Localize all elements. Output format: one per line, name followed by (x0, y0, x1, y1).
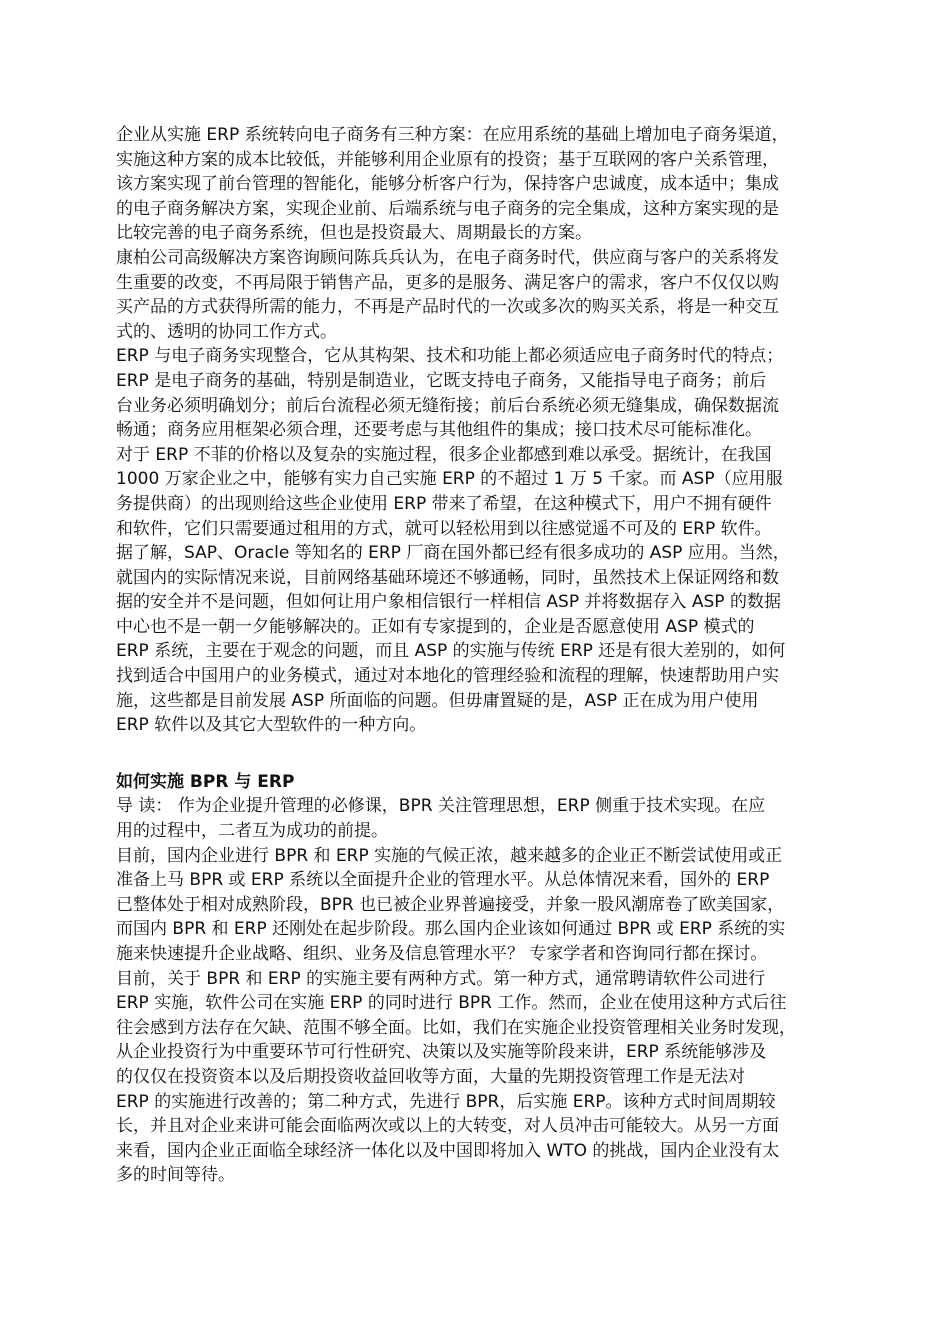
text-line: 长，并且对企业来讲可能会面临两次或以上的大转变，对人员冲击可能较大。从另一方面 (116, 1116, 779, 1137)
text-line: 准备上马 BPR 或 ERP 系统以全面提升企业的管理水平。从总体情况来看，国外的 ERP (116, 870, 770, 891)
text-line: 就国内的实际情况来说，目前网络基础环境还不够通畅，同时，虽然技术上保证网络和数 (116, 567, 779, 588)
text-line: 往会感到方法存在欠缺、范围不够全面。比如，我们在实施企业投资管理相关业务时发现， (116, 1017, 796, 1038)
text-line: 比较完善的电子商务系统，但也是投资最大、周期最长的方案。 (116, 223, 592, 244)
text-line: 和软件，它们只需要通过租用的方式，就可以轻松用到以往感觉遥不可及的 ERP 软件。 (116, 518, 772, 539)
text-line: ERP 与电子商务实现整合，它从其构架、技术和功能上都必须适应电子商务时代的特点； (116, 346, 784, 367)
paragraph (116, 443, 874, 541)
text-line: 而国内 BPR 和 ERP 还刚处在起步阶段。那么国内企业该如何通过 BPR 或 ERP 系统的实 (116, 919, 786, 940)
text-line: 康柏公司高级解决方案咨询顾问陈兵兵认为，在电子商务时代，供应商与客户的关系将发 (116, 247, 779, 268)
text-line: 导 读： 作为企业提升管理的必修课，BPR 关注管理思想，ERP 侧重于技术实现。在应 (116, 796, 766, 817)
text-line: 目前，国内企业进行 BPR 和 ERP 实施的气候正浓，越来越多的企业正不断尝试使用或正 (116, 845, 783, 866)
text-line: ERP 系统，主要在于观念的问题，而且 ASP 的实施与传统 ERP 还是有很大差别的，如何 (116, 641, 786, 662)
section-bpr-erp (116, 794, 874, 1188)
text-line: 目前，关于 BPR 和 ERP 的实施主要有两种方式。第一种方式，通常聘请软件公司进行 (116, 968, 766, 989)
text-line: 用的过程中，二者互为成功的前提。 (116, 821, 388, 842)
text-line: ERP 的实施进行改善的；第二种方式，先进行 BPR，后实施 ERP。该种方式时间周期较 (116, 1091, 776, 1112)
text-line: 的仅仅在投资资本以及后期投资收益回收等方面，大量的先期投资管理工作是无法对 (116, 1066, 745, 1087)
text-line: 中心也不是一朝一夕能够解决的。正如有专家提到的，企业是否愿意使用 ASP 模式的 (116, 616, 755, 637)
paragraph (116, 844, 874, 967)
text-line: 找到适合中国用户的业务模式，通过对本地化的管理经验和流程的理解，快速帮助用户实 (116, 666, 779, 687)
text-line: 施，这些都是目前发展 ASP 所面临的问题。但毋庸置疑的是，ASP 正在成为用户使用 (116, 690, 759, 711)
text-line: 据了解，SAP、Oracle 等知名的 ERP 厂商在国外都已经有很多成功的 ASP 应用。当然， (116, 543, 790, 564)
text-line: 实施这种方案的成本比较低，并能够利用企业原有的投资；基于互联网的客户关系管理， (116, 149, 779, 170)
text-line: 施来快速提升企业战略、组织、业务及信息管理水平？ 专家学者和咨询同行都在探讨。 (116, 944, 768, 964)
text-line: 该方案实现了前台管理的智能化，能够分析客户行为，保持客户忠诚度，成本适中；集成 (116, 174, 779, 195)
text-line: 的电子商务解决方案，实现企业前、后端系统与电子商务的完全集成，这种方案实现的是 (116, 198, 779, 219)
text-line: 1000 万家企业之中，能够有实力自己实施 ERP 的不超过 1 万 5 千家。而 ASP（应用服 (116, 469, 783, 490)
text-line: 台业务必须明确划分；前后台流程必须无缝衔接；前后台系统必须无缝集成，确保数据流 (116, 395, 779, 416)
section-title: 如何实施 BPR 与 ERP (116, 771, 295, 792)
section-gap (116, 738, 874, 770)
paragraph (116, 344, 874, 442)
text-line: 已整体处于相对成熟阶段，BPR 也已被企业界普遍接受，并象一股风潮席卷了欧美国家， (116, 894, 785, 915)
text-line: 多的时间等待。 (116, 1165, 235, 1186)
text-line: 务提供商）的出现则给这些企业使用 ERP 带来了希望，在这种模式下，用户不拥有硬件 (116, 493, 772, 514)
section-erp-ecommerce (116, 123, 874, 738)
paragraph (116, 794, 874, 843)
text-line: 对于 ERP 不菲的价格以及复杂的实施过程，很多企业都感到难以承受。据统计，在我国 (116, 444, 772, 465)
text-line: 生重要的改变，不再局限于销售产品，更多的是服务、满足客户的需求，客户不仅仅以购 (116, 272, 779, 293)
text-line: 从企业投资行为中重要环节可行性研究、决策以及实施等阶段来讲，ERP 系统能够涉及 (116, 1042, 767, 1063)
text-line: 式的、透明的协同工作方式。 (116, 321, 337, 342)
text-line: ERP 实施，软件公司在实施 ERP 的同时进行 BPR 工作。然而，企业在使用这种方式后往 (116, 993, 787, 1014)
paragraph (116, 246, 874, 344)
text-line: ERP 是电子商务的基础，特别是制造业，它既支持电子商务，又能指导电子商务；前后 (116, 370, 767, 391)
text-line: 据的安全并不是问题，但如何让用户象相信银行一样相信 ASP 并将数据存入 ASP 的数据 (116, 592, 781, 613)
text-line: 买产品的方式获得所需的能力，不再是产品时代的一次或多次的购买关系，将是一种交互 (116, 297, 779, 318)
text-line: ERP 软件以及其它大型软件的一种方向。 (116, 715, 427, 736)
paragraph (116, 967, 874, 1188)
text-line: 企业从实施 ERP 系统转向电子商务有三种方案：在应用系统的基础上增加电子商务渠道， (116, 125, 789, 145)
text-line: 畅通；商务应用框架必须合理，还要考虑与其他组件的集成；接口技术尽可能标准化。 (116, 420, 762, 441)
text-line: 来看，国内企业正面临全球经济一体化以及中国即将加入 WTO 的挑战，国内企业没有太 (116, 1140, 780, 1161)
paragraph (116, 123, 874, 246)
document-page (116, 123, 874, 1188)
paragraph (116, 541, 874, 738)
